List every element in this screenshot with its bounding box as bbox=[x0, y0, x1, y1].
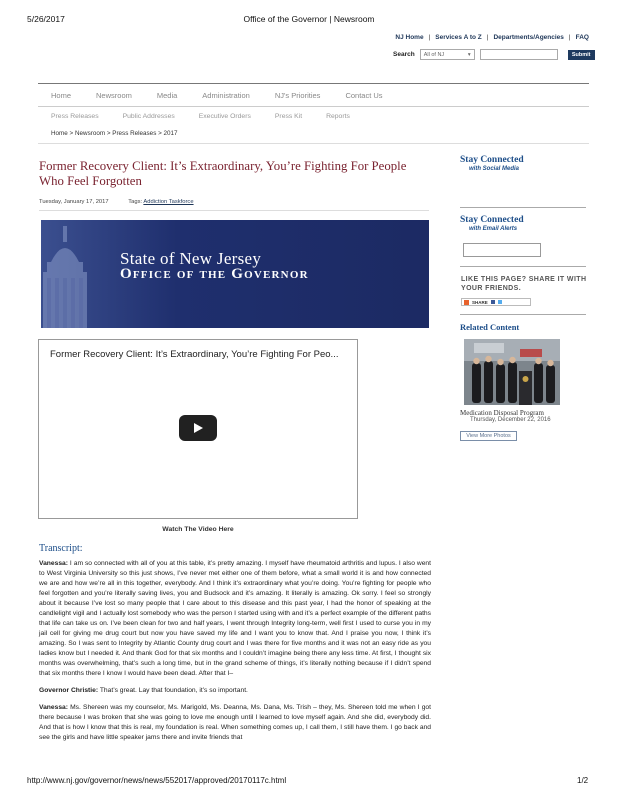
related-content-title: Related Content bbox=[460, 322, 520, 332]
transcript-body bbox=[39, 559, 431, 750]
speech-text: I am so connected with all of you at this table, it’s pretty amazing. I myself have rheumatoid arthritis and lupus. I also went to West Virginia University so this just shows, I’ve never met either one of them before, what a small world it is and how connected we are and how we’re all in this together, everybody. And I think it’s extraordinary what you’re doing. You’re fighting for people who feel forgotten and you’re literally saving lives, you and Budsock and it’s amazing. It literally is amazing. Ok sorry. I feel so strongly about it because I’ve lost so many people that I care about to this disease and this past year, I had the honor of speaking at the candlelight vigil and I actually lost somebody who was the person I started using with and it’s a perfect example of the different paths that life can take us on. I’ve been clean for two and half years, I went through Integrity long-term, well first I used to curse you in my jail cell for giving me drug court but now you have saved my life and I want you to know that. And I praise you now, I think it’s amazing. So I was sent to Integrity by Atlantic County drug court and I was there for five months and it was not an easy ride as you ladies know but I needed it. And thank God for that six months and I couldn’t imagine being there any less time. At first, I thought six months was overwhelming, that’s such a long time, but in the grand scheme of things, it’s literally nothing because if I didn’t spend that six months there I know I would have been dead. After that I– bbox=[39, 560, 431, 677]
divider bbox=[460, 266, 586, 267]
video-embed[interactable] bbox=[38, 339, 358, 519]
office-banner bbox=[41, 220, 429, 328]
nav-priorities[interactable]: NJ's Priorities bbox=[274, 91, 321, 100]
article-title: Former Recovery Client: It’s Extraordinary, You’re Fighting For People Who Feel Forgotten bbox=[39, 159, 407, 188]
article-date: Tuesday, January 17, 2017 bbox=[39, 199, 109, 205]
search-input[interactable] bbox=[480, 49, 558, 60]
search-bar bbox=[393, 49, 595, 60]
divider bbox=[38, 83, 589, 84]
facebook-icon bbox=[491, 300, 495, 304]
speaker-name: Vanessa: bbox=[39, 704, 68, 711]
related-photo[interactable] bbox=[464, 339, 560, 405]
play-icon bbox=[192, 422, 204, 434]
banner-office-text: Office of the Governor bbox=[120, 266, 309, 282]
related-date: Thursday, December 22, 2016 bbox=[470, 417, 551, 423]
search-label: Search bbox=[393, 51, 415, 58]
util-nav-nj-home[interactable]: NJ Home bbox=[395, 34, 424, 41]
divider bbox=[38, 106, 589, 107]
banner-state-text: State of New Jersey bbox=[120, 249, 262, 268]
divider bbox=[38, 143, 589, 144]
print-url: http://www.nj.gov/governor/news/news/552017/approved/20170117c.html bbox=[27, 776, 287, 785]
nav-newsroom[interactable]: Newsroom bbox=[96, 91, 132, 100]
divider bbox=[460, 314, 586, 315]
subnav-executive-orders[interactable]: Executive Orders bbox=[198, 113, 251, 120]
stay-connected-social-title: Stay Connected bbox=[460, 155, 524, 165]
subnav-press-kit[interactable]: Press Kit bbox=[274, 113, 303, 120]
tag-link[interactable]: Addiction Taskforce bbox=[143, 199, 194, 205]
subnav-public-addresses[interactable]: Public Addresses bbox=[122, 113, 175, 120]
speech-text: That’s great. Lay that foundation, it’s so important. bbox=[98, 687, 248, 694]
nav-media[interactable]: Media bbox=[156, 91, 178, 100]
stay-connected-email-subtitle: with Email Alerts bbox=[469, 226, 518, 232]
nav-home[interactable]: Home bbox=[51, 91, 72, 100]
speaker-name: Governor Christie: bbox=[39, 687, 99, 694]
share-icon bbox=[464, 300, 469, 305]
share-prompt: LIKE THIS PAGE? SHARE IT WITH YOUR FRIENDS. bbox=[461, 276, 587, 292]
main-nav bbox=[51, 91, 408, 100]
stay-connected-email-title: Stay Connected bbox=[460, 215, 524, 225]
divider bbox=[39, 210, 429, 211]
transcript-paragraph bbox=[39, 703, 431, 743]
transcript-paragraph bbox=[39, 686, 431, 696]
article-meta bbox=[39, 199, 194, 205]
share-label: SHARE bbox=[472, 299, 488, 305]
video-title[interactable]: Former Recovery Client: It’s Extraordinary, You’re Fighting For Peo... bbox=[50, 349, 339, 360]
speech-text: Ms. Shereen was my counselor, Ms. Marigold, Ms. Deanna, Ms. Dana, Ms. Trish – they, Ms. Shereen told me when I got there because I was broken that she was going to love me enough until I learned to love myself again. And she did, everybody did. And that is how I know that this is real, my foundation is real. When something comes up, I call them, I still have them. I go back and see the girls and have little speaker jams there and invite friends that bbox=[39, 704, 431, 741]
share-button[interactable] bbox=[461, 298, 531, 306]
email-signup-input[interactable] bbox=[463, 243, 541, 257]
transcript-paragraph bbox=[39, 559, 431, 679]
print-date: 5/26/2017 bbox=[27, 14, 65, 24]
search-scope-value: All of NJ bbox=[423, 51, 445, 58]
utility-nav bbox=[395, 34, 589, 41]
breadcrumb[interactable]: Home > Newsroom > Press Releases > 2017 bbox=[51, 130, 178, 137]
chevron-down-icon: ▾ bbox=[467, 51, 471, 58]
view-more-photos-button[interactable]: View More Photos bbox=[460, 431, 517, 441]
tags-label: Tags: bbox=[128, 199, 143, 205]
sub-nav bbox=[51, 113, 374, 120]
print-page-number: 1/2 bbox=[577, 776, 589, 785]
divider bbox=[460, 207, 586, 208]
twitter-icon bbox=[498, 300, 502, 304]
util-nav-faq[interactable]: FAQ bbox=[575, 34, 589, 41]
nav-administration[interactable]: Administration bbox=[202, 91, 250, 100]
search-scope-select[interactable] bbox=[420, 49, 475, 60]
stay-connected-social-subtitle: with Social Media bbox=[469, 166, 520, 172]
subnav-reports[interactable]: Reports bbox=[326, 113, 350, 120]
submit-button[interactable]: Submit bbox=[568, 50, 595, 60]
separator: | bbox=[428, 34, 431, 41]
print-page-title: Office of the Governor | Newsroom bbox=[243, 14, 375, 24]
related-caption-link[interactable]: Medication Disposal Program bbox=[460, 409, 544, 417]
speaker-name: Vanessa: bbox=[39, 560, 68, 567]
util-nav-departments[interactable]: Departments/Agencies bbox=[493, 34, 564, 41]
util-nav-services[interactable]: Services A to Z bbox=[435, 34, 482, 41]
play-button[interactable] bbox=[179, 415, 217, 441]
press-event-photo bbox=[464, 339, 560, 405]
nav-contact[interactable]: Contact Us bbox=[345, 91, 383, 100]
separator: | bbox=[486, 34, 489, 41]
subnav-press-releases[interactable]: Press Releases bbox=[51, 113, 99, 120]
separator: | bbox=[568, 34, 571, 41]
transcript-heading: Transcript: bbox=[39, 543, 83, 554]
video-caption: Watch The Video Here bbox=[162, 526, 234, 533]
